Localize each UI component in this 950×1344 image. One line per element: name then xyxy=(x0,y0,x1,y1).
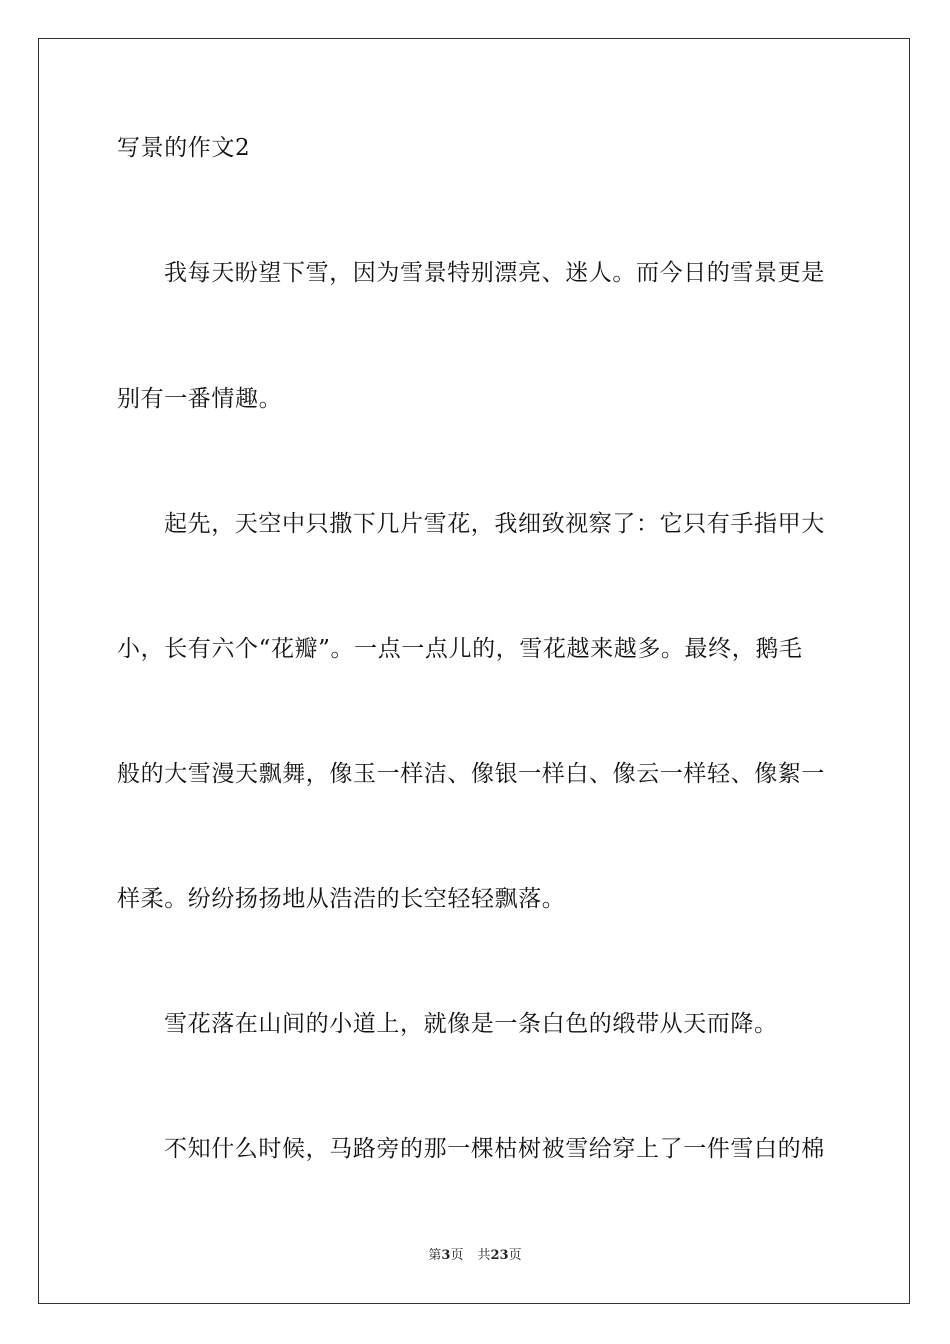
footer-total-prefix: 共 xyxy=(477,1248,491,1263)
footer-page-number: 3 xyxy=(441,1248,451,1263)
footer-total-suffix: 页 xyxy=(508,1248,522,1263)
footer-page-suffix: 页 xyxy=(450,1248,464,1263)
paragraph-line-7: 雪花落在山间的小道上，就像是一条白色的缎带从天而降。 xyxy=(164,1011,778,1037)
paragraph-line-8: 不知什么时候，马路旁的那一棵枯树被雪给穿上了一件雪白的棉 xyxy=(164,1136,825,1162)
footer-total-pages: 23 xyxy=(490,1248,509,1263)
paragraph-line-1: 我每天盼望下雪，因为雪景特别漂亮、迷人。而今日的雪景更是 xyxy=(164,260,825,286)
footer-page-prefix: 第 xyxy=(428,1248,442,1263)
paragraph-line-2: 别有一番情趣。 xyxy=(117,386,283,412)
paragraph-line-3: 起先，天空中只撒下几片雪花，我细致视察了：它只有手指甲大 xyxy=(164,511,825,537)
document-title: 写景的作文2 xyxy=(117,135,251,161)
paragraph-line-5: 般的大雪漫天飘舞，像玉一样洁、像银一样白、像云一样轻、像絮一 xyxy=(117,761,825,787)
paragraph-line-4: 小，长有六个“花瓣”。一点一点儿的，雪花越来越多。最终，鹅毛 xyxy=(117,636,803,662)
paragraph-line-6: 样柔。纷纷扬扬地从浩浩的长空轻轻飘落。 xyxy=(117,886,566,912)
page-footer xyxy=(0,1247,950,1265)
page-frame xyxy=(38,38,910,1304)
